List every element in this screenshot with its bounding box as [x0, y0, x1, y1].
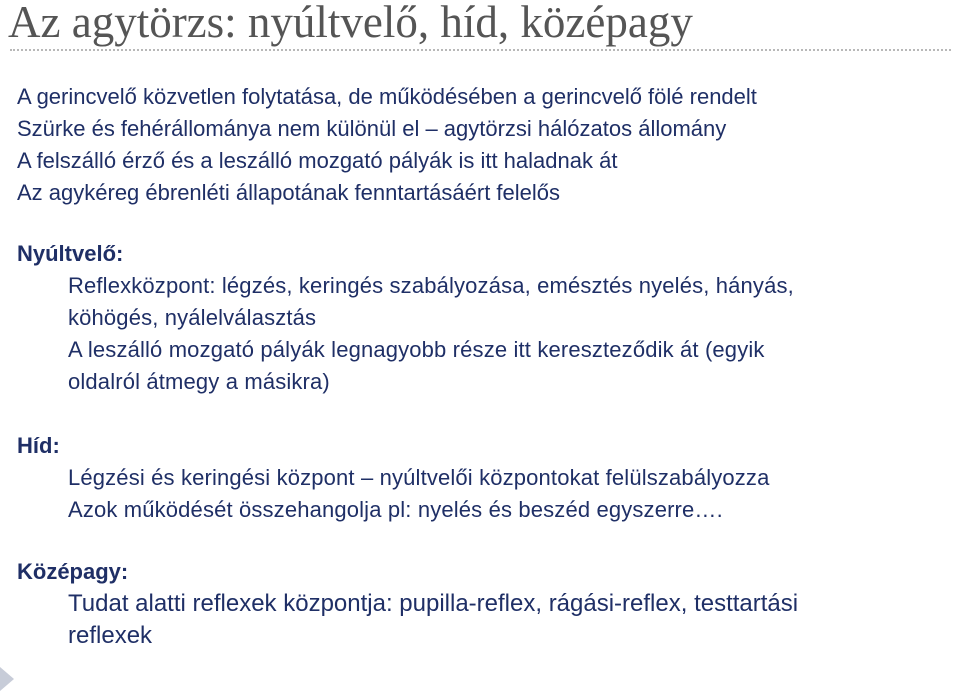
title-divider: [10, 49, 951, 51]
triangle-icon: [0, 667, 14, 691]
section-hid: [17, 430, 947, 526]
section-nyultvelo: [17, 238, 947, 398]
section-item: oldalról átmegy a másikra): [68, 369, 330, 394]
intro-list: [17, 81, 947, 209]
section-item: Reflexközpont: légzés, keringés szabályozása, emésztés nyelés, hányás,: [68, 273, 794, 298]
section-heading: Középagy:: [17, 559, 129, 584]
section-item: reflexek: [68, 622, 153, 649]
slide-title: Az agytörzs: nyúltvelő, híd, középagy: [8, 0, 693, 47]
section-heading: Nyúltvelő:: [17, 241, 124, 266]
section-item: Azok működését összehangolja pl: nyelés és beszéd egyszerre….: [68, 497, 723, 522]
section-item: Légzési és keringési központ – nyúltvelői központokat felülszabályozza: [68, 465, 770, 490]
section-item: köhögés, nyálelválasztás: [68, 305, 317, 330]
section-item: A leszálló mozgató pályák legnagyobb része itt kereszteződik át (egyik: [68, 337, 765, 362]
intro-line: A gerincvelő közvetlen folytatása, de működésében a gerincvelő fölé rendelt: [17, 84, 757, 109]
section-kozepagy: [17, 556, 947, 652]
intro-line: Az agykéreg ébrenléti állapotának fenntartásáért felelős: [17, 180, 561, 205]
section-heading: Híd:: [17, 433, 60, 458]
section-item: Tudat alatti reflexek központja: pupilla-reflex, rágási-reflex, testtartási: [68, 590, 799, 617]
intro-line: Szürke és fehérállománya nem különül el – agytörzsi hálózatos állomány: [17, 116, 727, 141]
intro-line: A felszálló érző és a leszálló mozgató pályák is itt haladnak át: [17, 148, 618, 173]
